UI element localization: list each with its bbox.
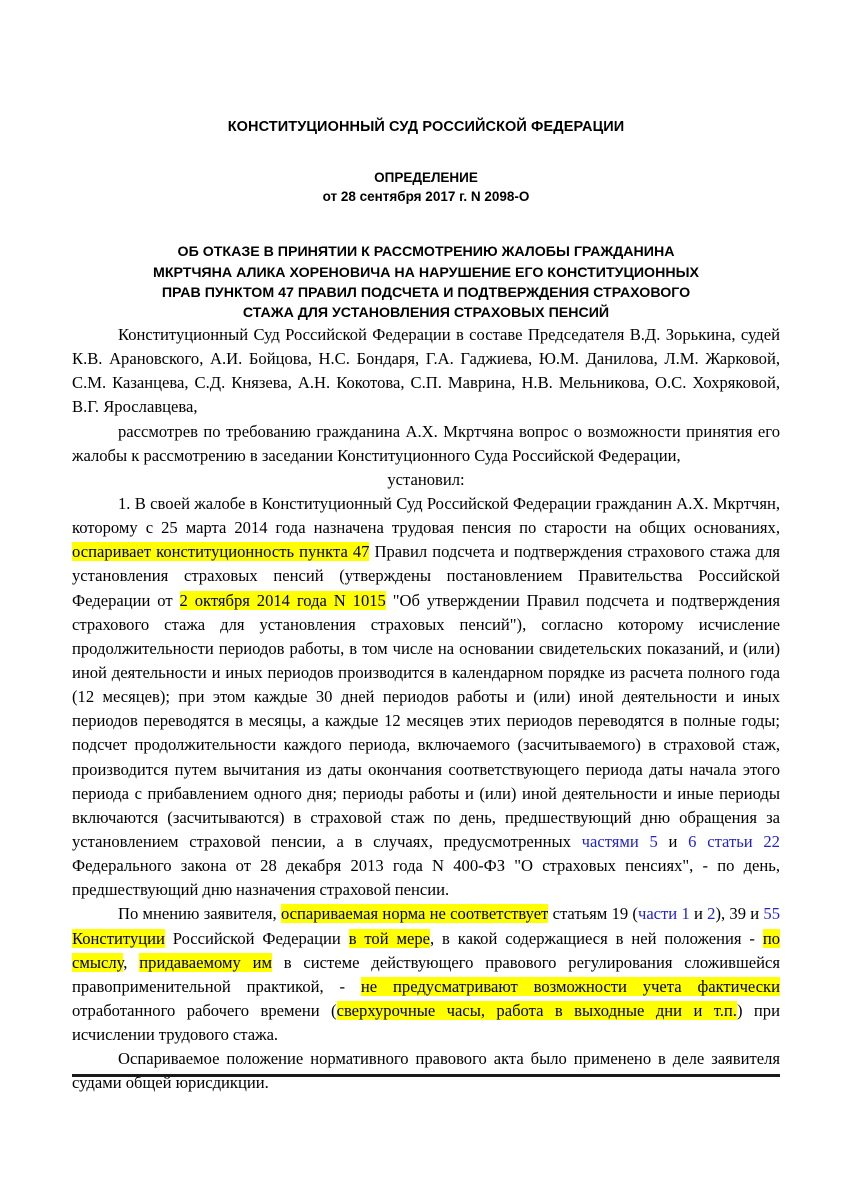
s2-run-10: отработанного рабочего времени ( <box>72 1000 337 1020</box>
link-chasti-1[interactable]: части 1 <box>637 904 690 924</box>
document-type: ОПРЕДЕЛЕНИЕ <box>374 170 478 186</box>
s2-run-8: , <box>123 952 140 972</box>
s2-highlight-4: по смыслу <box>72 928 780 972</box>
s2-run-9: в системе действующего правового регулирования сложившейся правоприменительной практикой, - <box>72 952 780 996</box>
established-label: установил: <box>387 469 465 489</box>
s2-highlight-5: придаваемому им <box>139 952 272 972</box>
title-line-3: ПРАВ ПУНКТОМ 47 ПРАВИЛ ПОДСЧЕТА И ПОДТВЕРЖДЕНИЯ СТРАХОВОГО <box>161 284 691 301</box>
s2-run-1: По мнению заявителя, <box>118 904 281 924</box>
considered-paragraph <box>72 420 780 468</box>
s1-run-1: 1. В своей жалобе в Конституционный Суд Российской Федерации гражданин А.Х. Мкртчян, которому с 25 марта 2014 года назначена трудовая пенсия по старости на общих основаниях, <box>72 493 780 538</box>
s2-highlight-2: Конституции <box>72 928 165 948</box>
s1-run-5: Федерального закона от 28 декабря 2013 года N 400-ФЗ "О страховых пенсиях", - по день, предшествующий дню назначения страховой пенсии. <box>72 856 780 900</box>
s2-run-7: , в какой содержащиеся в ней положения - <box>430 928 763 948</box>
s2-highlight-7: сверхурочные часы, работа в выходные дни и т.п. <box>336 1000 737 1020</box>
title-line-1: ОБ ОТКАЗЕ В ПРИНЯТИИ К РАССМОТРЕНИЮ ЖАЛОБЫ ГРАЖДАНИНА <box>177 244 675 261</box>
section-1-paragraph <box>72 492 780 902</box>
link-chasti-5[interactable]: частями 5 <box>581 831 658 851</box>
court-name-heading: КОНСТИТУЦИОННЫЙ СУД РОССИЙСКОЙ ФЕДЕРАЦИИ <box>227 119 625 135</box>
section-3-paragraph <box>72 1047 780 1095</box>
considered-text: рассмотрев по требованию гражданина А.Х. Мкртчяна вопрос о возможности принятия его жалобы к рассмотрению в заседании Конституционного Суда Российской Федерации, <box>72 421 780 465</box>
s1-run-4: и <box>657 831 689 851</box>
link-statya-55[interactable]: 55 <box>763 904 781 924</box>
document-content <box>72 118 780 1096</box>
s2-run-4: ), 39 и <box>715 904 764 924</box>
s2-run-11: ) при исчислении трудового стажа. <box>72 1000 780 1045</box>
s3-text: Оспариваемое положение нормативного правового акта было применено в деле заявителя судами общей юрисдикции. <box>72 1049 780 1093</box>
document-title <box>72 242 780 323</box>
s2-highlight-6: не предусматривают возможности учета фактически <box>360 976 780 996</box>
section-2-paragraph <box>72 902 780 1047</box>
s2-run-6: Российской Федерации <box>164 928 349 948</box>
s1-highlight-2: 2 октября 2014 года N 1015 <box>179 590 386 610</box>
footer-divider <box>72 1074 780 1077</box>
s1-run-2: Правил подсчета и подтверждения страхового стажа для установления страховых пенсий (утверждены постановлением Правительства Российской Федерации от <box>72 542 780 610</box>
link-6-statyi-22[interactable]: 6 статьи 22 <box>688 831 780 851</box>
composition-text: Конституционный Суд Российской Федерации в составе Председателя В.Д. Зорькина, судей К.В. Арановского, А.И. Бойцова, Н.С. Бондаря, Г.А. Гаджиева, Ю.М. Данилова, Л.М. Жарковой, С.М. Казанцева, С.Д. Князева, А.Н. Кокотова, С.П. Маврина, Н.В. Мельникова, О.С. Хохряковой, В.Г. Ярославцева, <box>72 325 780 417</box>
s2-highlight-3: в той мере <box>348 928 431 948</box>
s2-highlight-1: оспариваемая норма не соответствует <box>280 904 549 924</box>
s2-run-3: и <box>689 904 708 924</box>
document-date-number: от 28 сентября 2017 г. N 2098-О <box>322 188 530 204</box>
link-chast-2[interactable]: 2 <box>707 904 716 924</box>
title-line-2: МКРТЧЯНА АЛИКА ХОРЕНОВИЧА НА НАРУШЕНИЕ ЕГО КОНСТИТУЦИОННЫХ <box>153 264 699 281</box>
s2-run-2: статьям 19 ( <box>548 904 638 924</box>
title-line-4: СТАЖА ДЛЯ УСТАНОВЛЕНИЯ СТРАХОВЫХ ПЕНСИЙ <box>242 304 610 321</box>
composition-paragraph <box>72 323 780 420</box>
document-type-block <box>72 169 780 206</box>
s1-highlight-1: оспаривает конституционность пункта 47 <box>72 542 370 562</box>
s1-run-3: "Об утверждении Правил подсчета и подтверждения страхового стажа для установления страховых пенсий"), согласно которому исчисление продолжительности периодов работы, в том числе на основании свидетельских показаний, и (или) иной деятельности и иных периодов производится в календарном порядке из расчета полного года (12 месяцев); при этом каждые 30 дней периодов работы и (или) иной деятельности и иных периодов переводятся в месяцы, а каждые 12 месяцев этих периодов переводятся в полные годы; подсчет продолжительности каждого периода, включаемого (засчитываемого) в страховой стаж, производится путем вычитания из даты окончания соответствующего периода даты начала этого периода с прибавлением одного дня; периоды работы и (или) иной деятельности и иные периоды включаются (засчитываются) в страховой стаж по день, предшествующий дню обращения за установлением страховой пенсии, а в случаях, предусмотренных <box>72 590 781 851</box>
